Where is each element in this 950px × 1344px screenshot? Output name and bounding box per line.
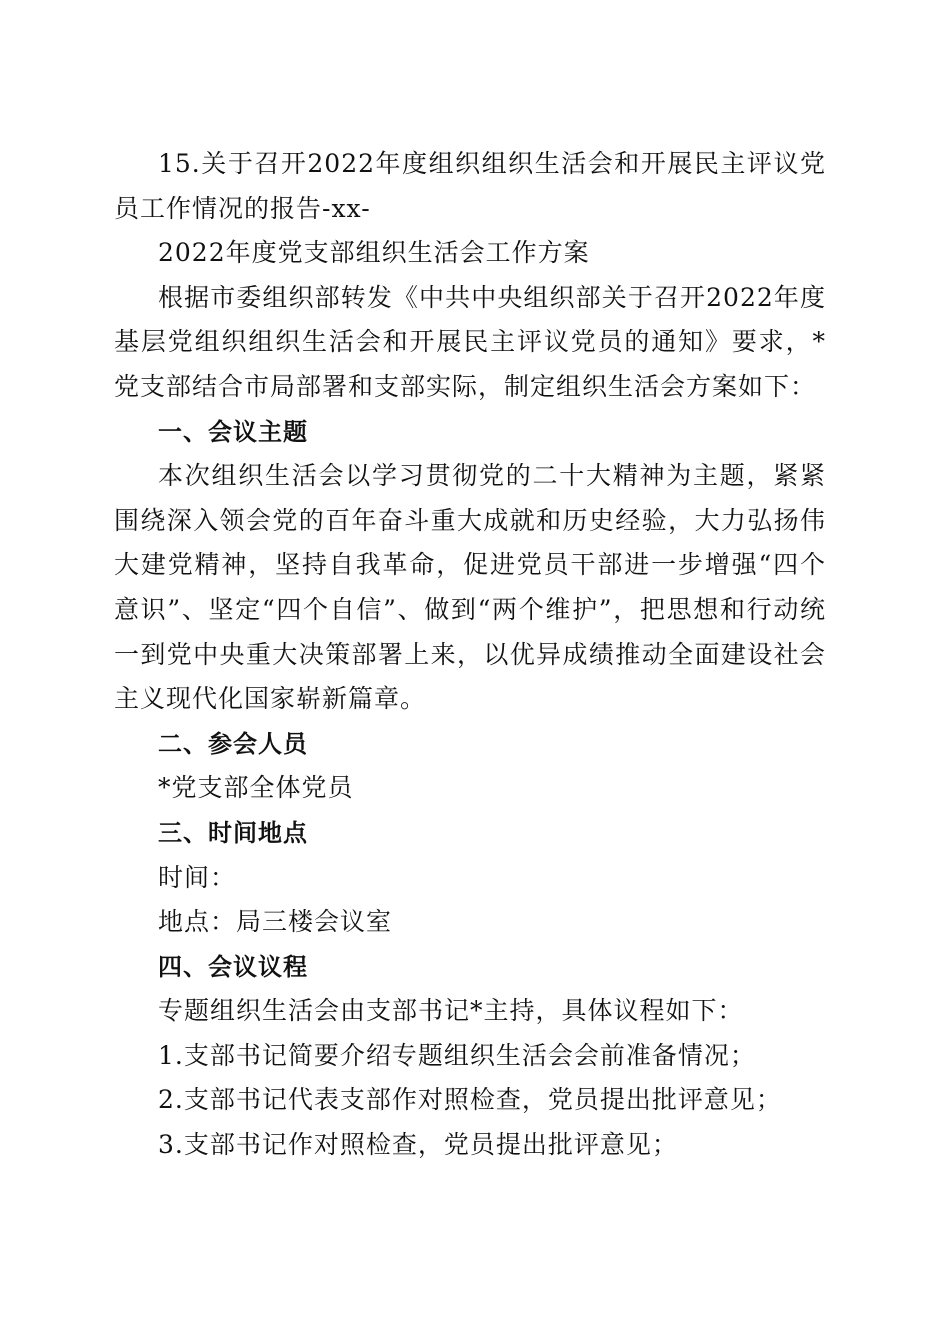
- plan-title: 2022年度党支部组织生活会工作方案: [158, 238, 590, 268]
- agenda-item: 3.支部书记作对照检查，党员提出批评意见；: [158, 1130, 678, 1160]
- intro-paragraph: 根据市委组织部转发《中共中央组织部关于召开2022年度基层党组织组织生活会和开展民主评议党员的通知》要求，*党支部结合市局部署和支部实际，制定组织生活会方案如下：: [114, 282, 826, 401]
- document-content: [114, 142, 826, 1168]
- agenda-intro: 专题组织生活会由支部书记*主持，具体议程如下：: [158, 996, 744, 1026]
- place-line: 地点：局三楼会议室: [158, 907, 393, 937]
- section-heading-time-place: 三、时间地点: [158, 818, 308, 847]
- section-heading-agenda: 四、会议议程: [158, 952, 308, 981]
- agenda-item: 2.支部书记代表支部作对照检查，党员提出批评意见；: [158, 1085, 782, 1115]
- agenda-item: 1.支部书记简要介绍专题组织生活会会前准备情况；: [158, 1040, 756, 1070]
- section-body-attendees: *党支部全体党员: [158, 773, 354, 803]
- intro-title: 15.关于召开2022年度组织组织生活会和开展民主评议党员工作情况的报告-xx-: [114, 149, 826, 223]
- section-heading-theme: 一、会议主题: [158, 417, 308, 446]
- time-line: 时间：: [158, 862, 237, 892]
- section-body-theme: 本次组织生活会以学习贯彻党的二十大精神为主题，紧紧围绕深入领会党的百年奋斗重大成就和历史经验，大力弘扬伟大建党精神，坚持自我革命，促进党员干部进一步增强“四个意识”、坚定“四个自信”、做到“两个维护”，把思想和行动统一到党中央重大决策部署上来，以优异成绩推动全面建设社会主义现代化国家崭新篇章。: [114, 461, 826, 714]
- section-heading-attendees: 二、参会人员: [158, 729, 308, 758]
